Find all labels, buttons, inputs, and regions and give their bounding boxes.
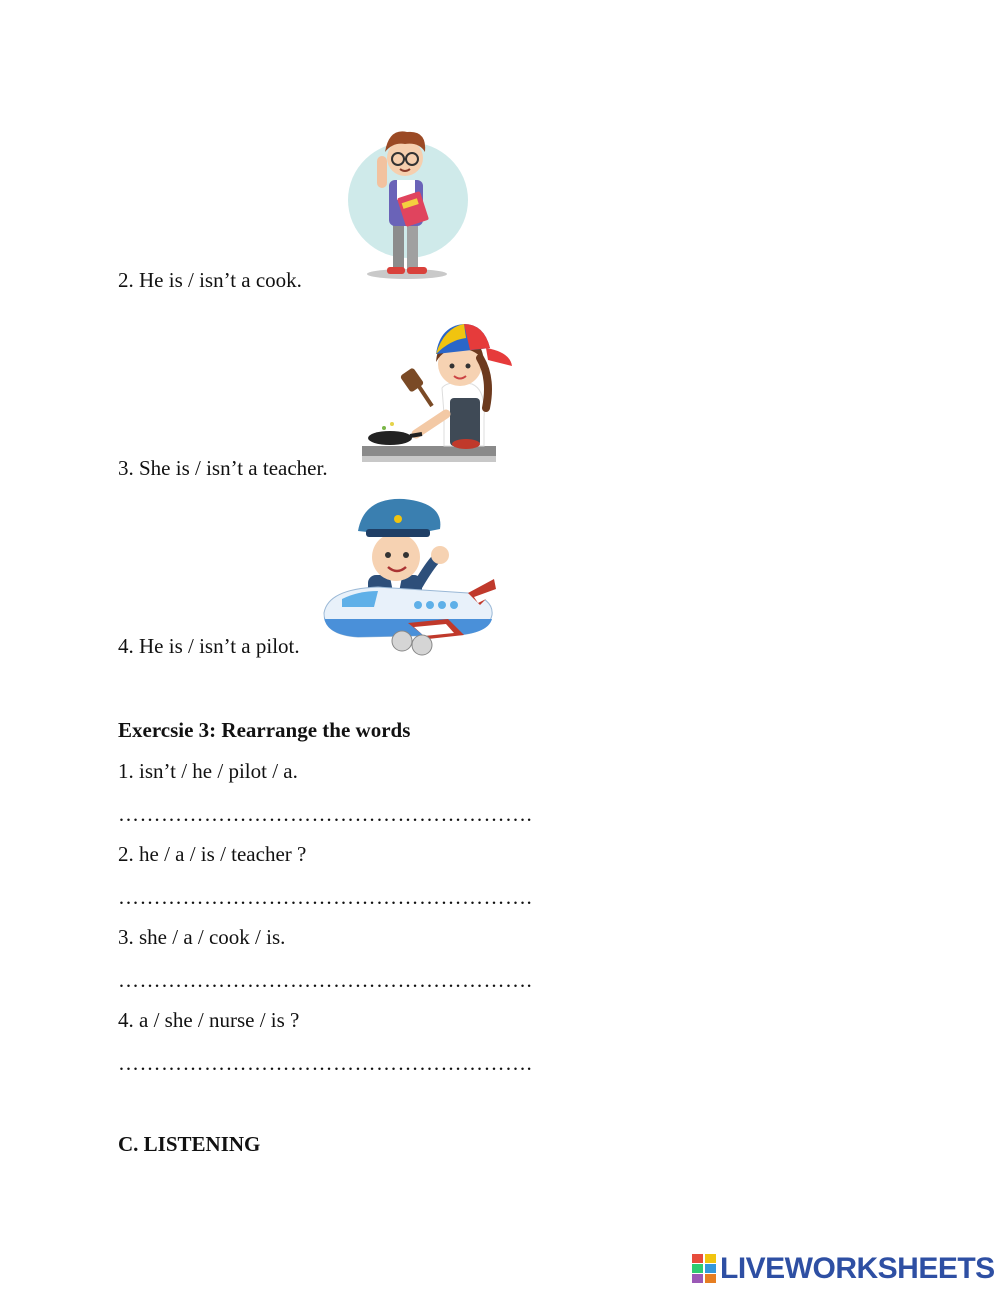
- ex3-answer-line-1[interactable]: ………………………………………………….: [118, 802, 533, 826]
- ex3-answer-line-4[interactable]: ………………………………………………….: [118, 1051, 533, 1075]
- section-c-heading: C. LISTENING: [118, 1132, 261, 1156]
- liveworksheets-logo: [692, 1252, 995, 1286]
- ex3-heading: Exercsie 3: Rearrange the words: [118, 718, 411, 742]
- girl-cooking-icon: [360, 318, 525, 473]
- ex3-prompt-1: 1. isn’t / he / pilot / a.: [118, 759, 298, 783]
- ex3-prompt-3: 3. she / a / cook / is.: [118, 925, 286, 949]
- ex3-answer-line-2[interactable]: ………………………………………………….: [118, 885, 533, 909]
- ex3-prompt-4: 4. a / she / nurse / is ?: [118, 1008, 300, 1032]
- liveworksheets-logo-icon: [692, 1254, 716, 1284]
- ex2-item-3: 3. She is / isn’t a teacher.: [118, 456, 328, 480]
- ex3-prompt-2: 2. he / a / is / teacher ?: [118, 842, 307, 866]
- ex2-item-2: 2. He is / isn’t a cook.: [118, 268, 302, 292]
- ex3-answer-line-3[interactable]: ………………………………………………….: [118, 968, 533, 992]
- boy-pilot-in-plane-icon: [318, 495, 498, 657]
- boy-with-book-icon: [345, 122, 470, 282]
- brand-name: LIVEWORKSHEETS: [720, 1252, 995, 1285]
- ex2-item-4: 4. He is / isn’t a pilot.: [118, 634, 300, 658]
